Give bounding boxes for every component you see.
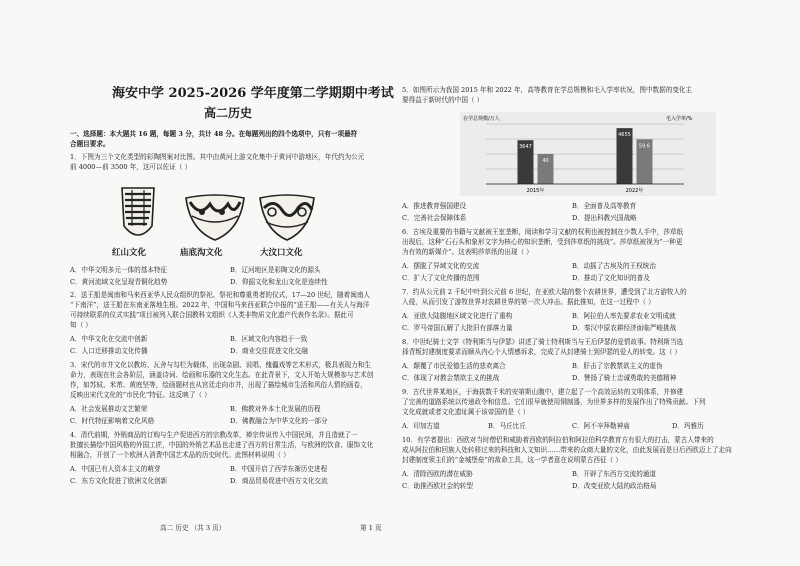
q1-stem: 前 4000—前 3500 年，这可以佐证（ ）	[70, 163, 192, 171]
q6-stem: 为有效的新媒介”。这表明莎草纸的出现（ ）	[402, 248, 533, 256]
pot-label: 大汶口文化	[260, 248, 303, 258]
q7-option-c[interactable]: C．罗马帝国瓦解了大批旧有部落力量	[402, 324, 513, 332]
chart-ylabel: 在学总规模/万人	[463, 116, 500, 122]
q2-stem: 可持续联系的仪式实践”项目被列入联合国教科文组织《人类非物质文化遗产代表作名录》。据此可	[70, 311, 354, 319]
q9-option-a[interactable]: A．印加古道	[402, 422, 440, 430]
q5-option-a[interactable]: A．推进教育强国建设	[402, 202, 467, 210]
q2-option-d[interactable]: D．商业交往促进文化交融	[230, 347, 308, 355]
q9-option-d[interactable]: D．玛雅历	[672, 422, 704, 430]
section-instruction: 合题目要求。	[70, 140, 110, 148]
footer-page-number: 第 1 页	[360, 524, 382, 532]
q9-stem: 9．古代世界某地区，于海拔数千米的安第斯山腹中，建立起了一个高效运转的文明体系，并修建	[402, 388, 684, 396]
q5-bar-chart	[460, 112, 716, 196]
chart-tick-label: 2015年	[526, 188, 545, 194]
q3-option-d[interactable]: D．佛教融合为中华文化的一部分	[230, 417, 328, 425]
chart-data-label: 59.6	[638, 143, 651, 150]
exam-title: 海安中学 2025-2026 学年度第二学期期中考试	[112, 86, 394, 101]
q1-option-c[interactable]: C．黄河流域文化呈现青铜化趋势	[70, 278, 168, 286]
q6-stem: 6．古埃及重要的书籍与文献被王室垄断，阅读和学习文献的权利也被控制在少数人手中，莎草纸	[402, 228, 684, 236]
chart-data-label: 3647	[519, 144, 532, 151]
pot-label: 庙底沟文化	[180, 248, 223, 258]
pot-label: 红山文化	[112, 248, 147, 258]
q3-stem: 命力，表现在社会各阶层，涵盖诗词、绘画和乐器的文化生态。在此背景下，文人开始大规模参与艺术创	[70, 371, 374, 379]
footer-left: 高二 历史 （共 3 页）	[160, 524, 226, 532]
q8-option-a[interactable]: A．颠覆了市民爱德生活的悲欢离合	[402, 362, 506, 370]
q5-option-d[interactable]: D．提出科教兴国战略	[572, 214, 637, 222]
q6-option-d[interactable]: D．推动了文化知识的普及	[572, 274, 650, 282]
chart-tick-label: 2022年	[625, 188, 644, 194]
q5-stem: 5．如图所示为我国 2015 年和 2022 年，高等教育在学总规模和毛入学率状况，图中数据的变化主	[402, 86, 693, 94]
q3-option-a[interactable]: A．社会发展推动文艺繁荣	[70, 405, 148, 413]
q10-option-d[interactable]: D．改变亚欧大陆的政治格局	[572, 482, 657, 490]
q1-stem: 1．下图为三个文化类型的彩陶图案对比图。其中由黄河上游文化集中于黄河中游地区，年代约为公元	[70, 153, 365, 161]
q2-option-c[interactable]: C．人口迁移推动文化传播	[70, 347, 148, 355]
q7-option-a[interactable]: A．亚欧大陆腹地区域文化进行了重构	[402, 312, 513, 320]
q9-stem: 文化成就或者文化遗址属于该帝国的是（ ）	[402, 408, 530, 416]
q7-stem: 入侵，从而引发了游牧世界对农耕世界的第一次大冲击。据此推知，在这一过程中（ ）	[402, 298, 655, 306]
q4-option-b[interactable]: B．中国开启了西学东渐历史进程	[230, 465, 328, 473]
q3-stem: 3．宋代的市井文化以教坊、瓦舍与勾栏为载体，出现杂剧、说唱、傀儡戏等艺术形式，极具表现力和生	[70, 361, 371, 369]
q10-option-a[interactable]: A．清除西欧的潜在威胁	[402, 470, 473, 478]
q4-stem: 相融合，开创了一个欧洲人消费中国艺术品的历史时代。此图材料说明（ ）	[70, 451, 290, 459]
q4-stem: 批擅长描绘中国风格的外国工匠，中国的外销艺术品也走进了西方的日常生活，与欧洲的饮食、服饰文化	[70, 441, 374, 449]
q7-option-d[interactable]: D．秦汉中原农耕经济面临严峻挑战	[572, 324, 677, 332]
q7-stem: 7．约从公元前 2 千纪中叶到公元前 6 世纪，在亚欧大陆的整个农耕世界，遭受到了北方游牧人的	[402, 288, 687, 296]
q4-option-d[interactable]: D．商品贸易促进中西方文化交流	[230, 477, 328, 485]
chart-data-label: 4655	[618, 132, 631, 139]
chart-y2label: 毛入学率/%	[666, 116, 693, 122]
q6-option-a[interactable]: A．摆脱了异域文化的交流	[402, 262, 480, 270]
q4-option-c[interactable]: C．东方文化促进了欧洲文化创新	[70, 477, 168, 485]
q2-stem: 2．送王船是闽南和马来西亚华人民众组织的祭祀、祭祀和尊重勇者的仪式，17—20 世纪，随着闽南人	[70, 291, 371, 299]
q6-option-b[interactable]: B．动摇了古埃及的王权统治	[572, 262, 656, 270]
subject-title: 高二历史	[204, 106, 253, 120]
q3-stem: 反映出宋代文化的“市民化”特征。这反映了（ ）	[70, 391, 211, 399]
q10-option-b[interactable]: B．开辟了东西方交流的通道	[572, 470, 656, 478]
q1-option-b[interactable]: B．辽河地区是彩陶文化的源头	[230, 266, 321, 274]
q5-option-b[interactable]: B．全面普及高等教育	[572, 202, 637, 210]
q10-stem: 封建制度领主们的“金城堡垒”的敌命工具，这一学者意在说明蒙古西征（ ）	[402, 456, 622, 464]
q2-option-b[interactable]: B．区域文化内容趋于一致	[230, 335, 308, 343]
q3-option-c[interactable]: C．时代特征影响着文化风格	[70, 417, 155, 425]
q4-option-a[interactable]: A．中国已有人资本主义的萌芽	[70, 465, 161, 473]
q6-stem: 出现后，这种“石石头和象形文字为核心的知识垄断，受到莎草纸的挑战”。莎草纸被视为“一种更	[402, 238, 683, 246]
q6-option-c[interactable]: C．扩大了文化传播的范围	[402, 274, 480, 282]
q9-option-c[interactable]: C．阿不辛拜勒神庙	[572, 422, 630, 430]
dawenkou-pot-icon	[256, 194, 318, 246]
q7-option-b[interactable]: B．阿拉伯人率先要求农业文明成就	[572, 312, 676, 320]
chart-data-label: 40	[542, 158, 549, 164]
q9-stem: 了完善的道路系统以传递政令和信息。它们很早就使用铜制器，为世界多样的发展作出了特殊贡献。下列	[402, 398, 706, 406]
q2-stem: “下南洋”，送王船在东南亚落地生根。2022 年，中国和马来西亚联合申报的“送王船——有关人与海洋	[70, 301, 370, 309]
q5-option-c[interactable]: C．完善社会保障体系	[402, 214, 467, 222]
q3-stem: 作，如苏轼、米芾、黄庭坚等，绘画题材也从宫廷走向市井，出现了描绘城市生活和风俗人情的画卷，	[70, 381, 367, 389]
q8-option-d[interactable]: D．赞扬了骑士忠诚勇敢的美德精神	[572, 374, 677, 382]
q2-stem: 知（ ）	[70, 321, 92, 329]
q5-stem: 要得益于新时代的中国（ ）	[402, 96, 484, 104]
q10-stem: 成从阿拉伯和回族人处转移过来的科技和人文知识……带来的众商大量的文化，由此发展而是日后西欧迈上了走向	[402, 446, 732, 454]
q8-option-b[interactable]: B．肝击了宗教禁欲主义的虚伪	[572, 362, 663, 370]
q8-stem: 择背叛封建制度要求而顺从内心个人情感诉求，完成了从封建骑士到伊瑟的爱人的转变。这（ ）	[402, 348, 682, 356]
q8-option-c[interactable]: C．体现了对教会禁欲主义的挑战	[402, 374, 500, 382]
q10-option-c[interactable]: C．助推西欧社会的转型	[402, 482, 473, 490]
q2-option-a[interactable]: A．中华文化在交流中创新	[70, 335, 148, 343]
q8-stem: 8．中世纪骑士文学《特利斯当与伊瑟》讲述了骑士特利斯当与王后伊瑟的爱情故事。特利斯当选	[402, 338, 684, 346]
section-instruction: 一、选择题：本大题共 16 题，每题 3 分，共计 48 分。在每题列出的四个选项中，只有一项最符	[70, 130, 358, 138]
q10-stem: 10．有学者提出：西欧对当时僧侣和威胁着西欧的阿拉伯和阿拉伯科学教育方有很大的打击，蒙古人带来的	[402, 436, 714, 444]
q1-option-a[interactable]: A．中华文明多元一体的基本特征	[70, 266, 168, 274]
q1-option-d[interactable]: D．仰韶文化和龙山文化是连续性	[230, 278, 328, 286]
q3-option-b[interactable]: B．佛教对外本土化发展的历程	[230, 405, 321, 413]
hongshan-pot-icon	[116, 186, 160, 252]
miaodigou-pot-icon	[182, 194, 248, 246]
q4-stem: 4．清代前期，外销商品的订购与生产促进西方的宗教改革，禅宗传说传入中国民间，并且造就了一	[70, 431, 358, 439]
q9-option-b[interactable]: B．马丘比丘	[488, 422, 526, 430]
